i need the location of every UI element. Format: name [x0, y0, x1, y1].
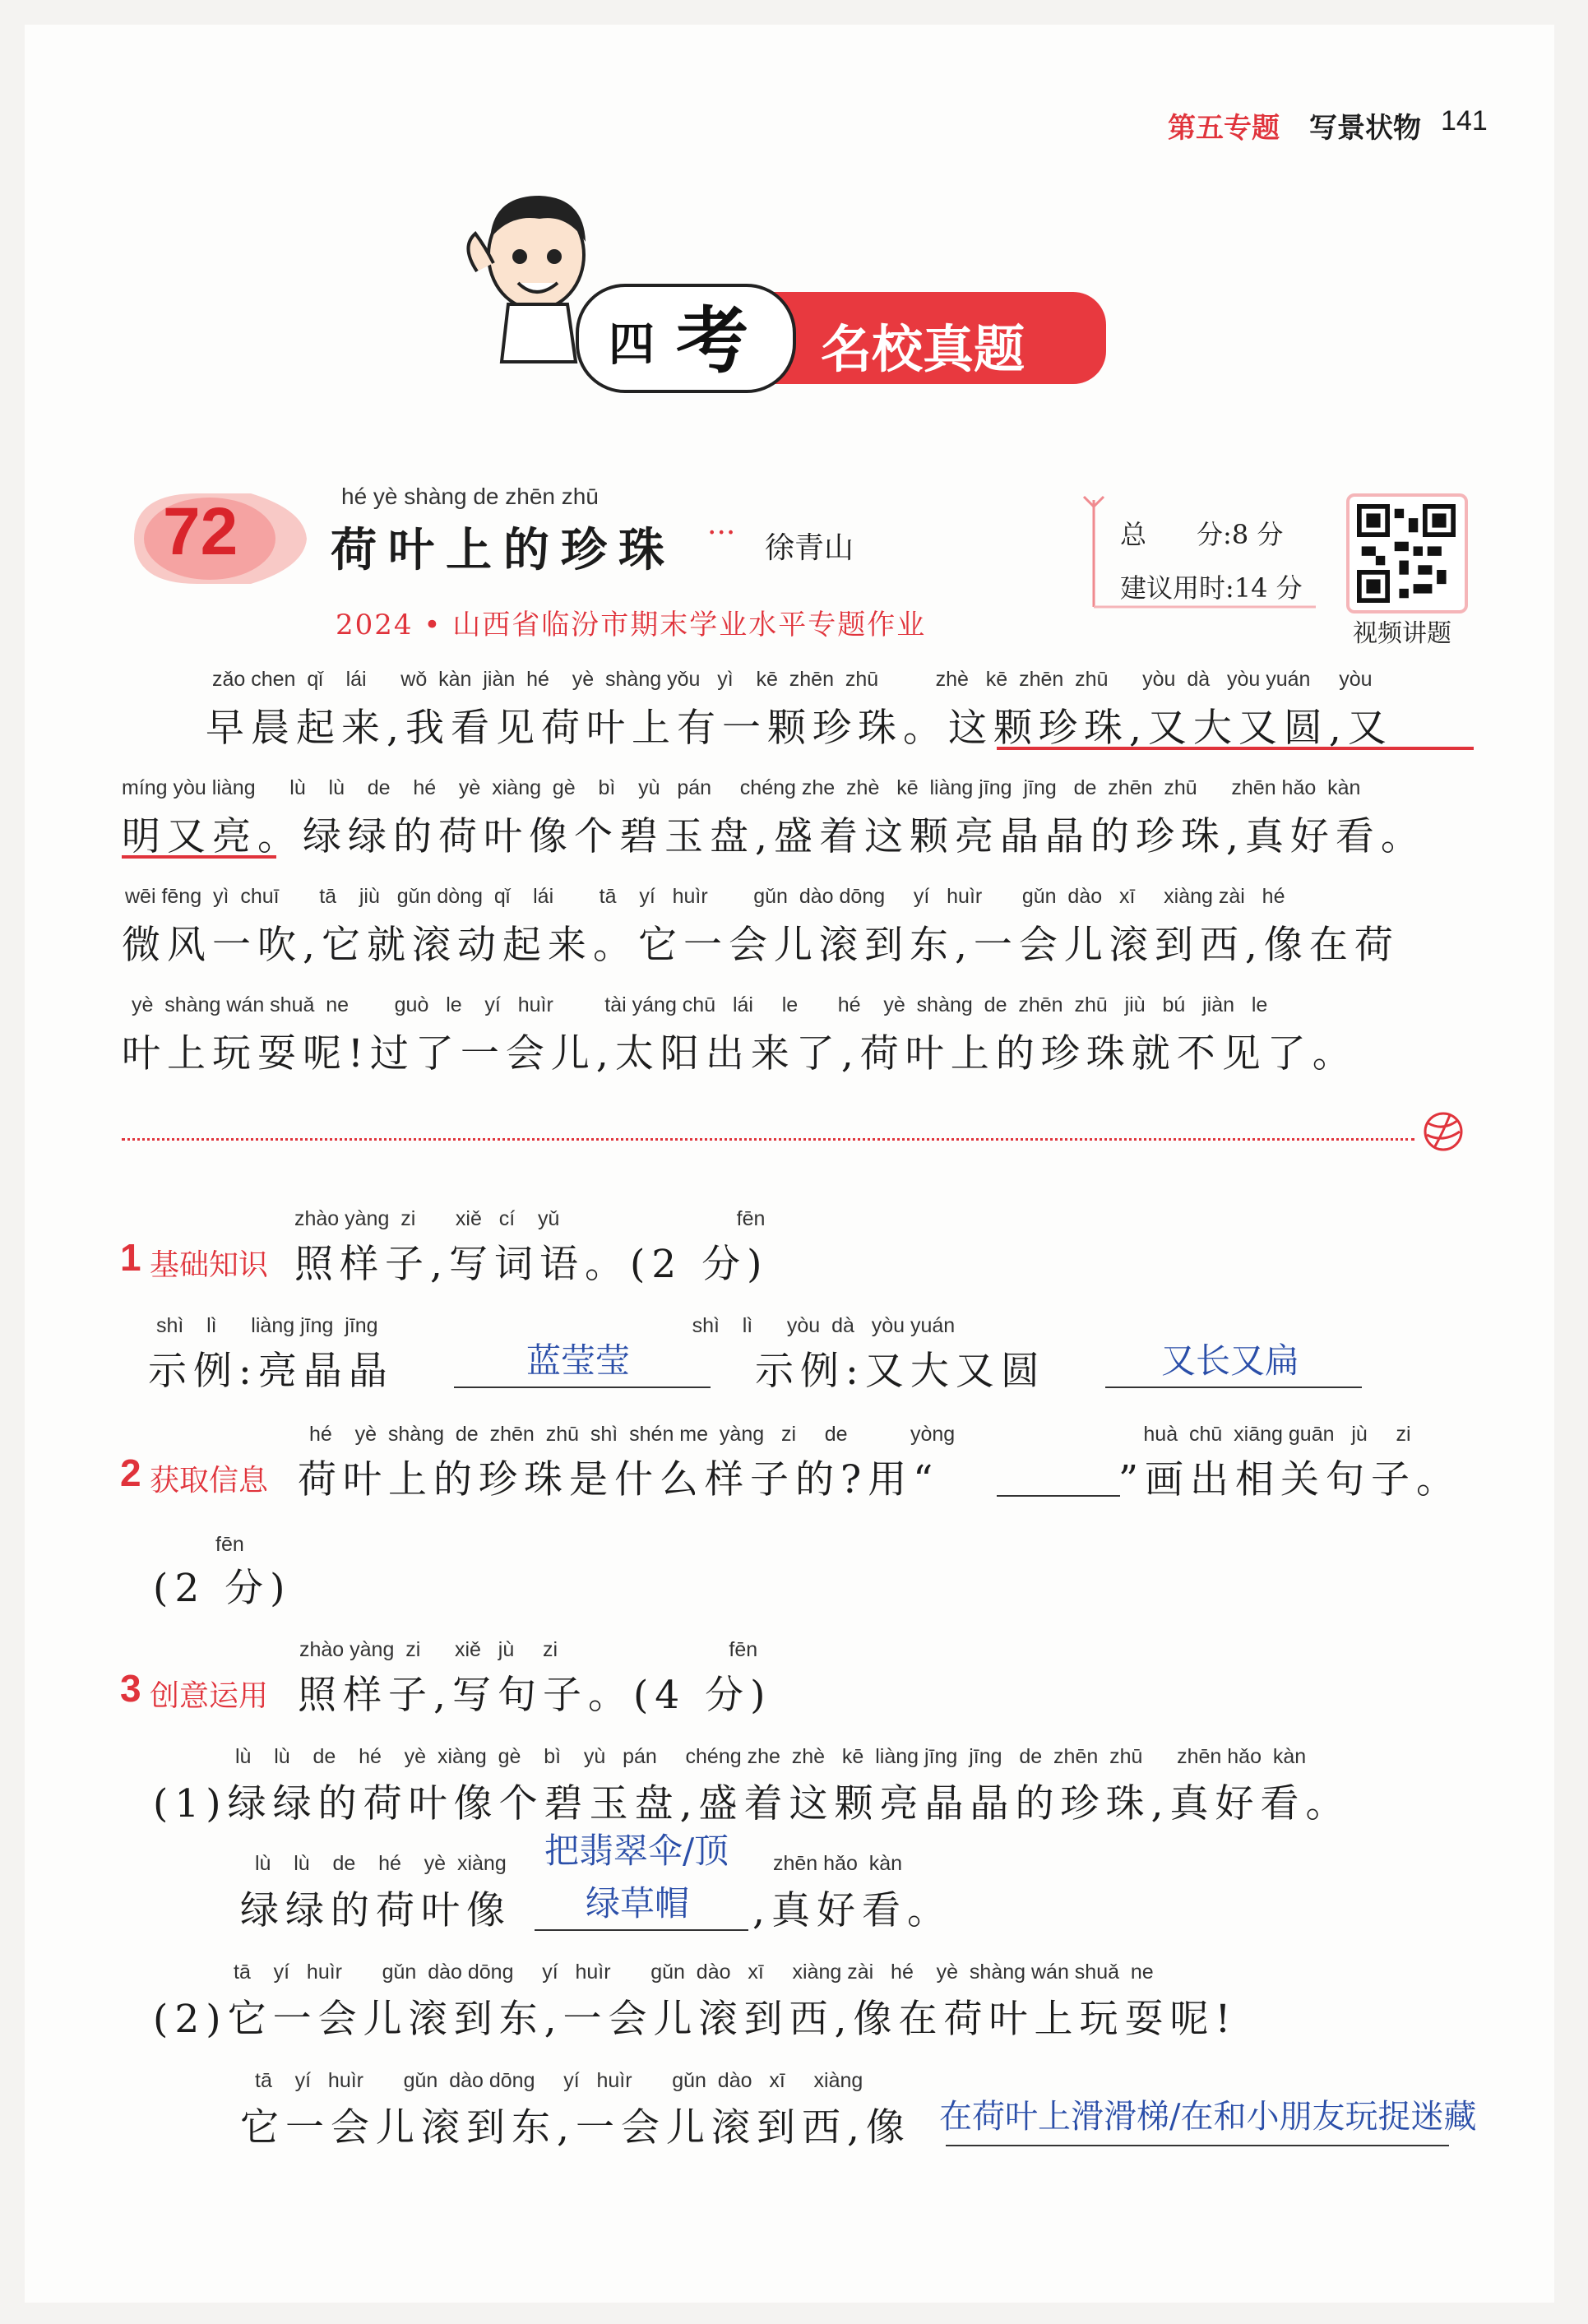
q3-blank-2[interactable] [946, 2145, 1449, 2146]
q1-answer-2[interactable]: 又长又扁 [1161, 1340, 1300, 1381]
yarn-ball-icon [1419, 1107, 1468, 1156]
q3-answer-2[interactable]: 在荷叶上滑滑梯/在和小朋友玩捉迷藏 [939, 2098, 1477, 2136]
q1-example-pinyin: shì lì liàng jīng jīng shì lì yòu dà yòu yuán [156, 1314, 956, 1337]
q3-text: 照样子,写句子。(4 分) [298, 1673, 772, 1718]
lesson-title-pinyin: hé yè shàng de zhēn zhū [341, 484, 599, 509]
q3-blank-1[interactable] [535, 1929, 748, 1931]
underline-answer-1 [997, 747, 1474, 750]
lesson-title: 荷叶上的珍珠 [331, 524, 676, 577]
q1-answer-1[interactable]: 蓝莹莹 [526, 1340, 631, 1381]
banner-si: 四 [609, 318, 655, 372]
header-topic: 写景状物 [1309, 112, 1421, 145]
score-total: 总 分:8 分 [1120, 519, 1284, 550]
qr-code-icon [1357, 504, 1456, 603]
passage-line-1: 早晨起来,我看见荷叶上有一颗珍珠。这颗珍珠,又大又圆,又 [206, 706, 1393, 751]
q3-s1b-text-a: 绿绿的荷叶像 [240, 1888, 512, 1933]
q3-sentence-2: (2)它一会儿滚到东,一会儿滚到西,像在荷叶上玩耍呢! [153, 1997, 1238, 2042]
q2-pinyin: hé yè shàng de zhēn zhū shì shén me yàng zi de yòng huà chū xiāng guān jù zi [309, 1423, 1411, 1446]
q3-answer-1[interactable]: 绿草帽 [586, 1883, 690, 1924]
q1-blank-1[interactable] [454, 1387, 711, 1388]
passage-line-2: 明又亮。绿绿的荷叶像个碧玉盘,盛着这颗亮晶晶的珍珠,真好看。 [122, 814, 1426, 859]
q2-text-2: (2 分) [153, 1566, 292, 1611]
q3-s1b-pinyin-2: zhēn hǎo kàn [773, 1852, 903, 1875]
q1-blank-2[interactable] [1105, 1387, 1362, 1388]
passage-line-4: 叶上玩耍呢!过了一会儿,太阳出来了,荷叶上的珍珠就不见了。 [122, 1031, 1358, 1076]
q1-example-2: 示例:又大又圆 [755, 1349, 1046, 1394]
lesson-number: 72 [163, 494, 238, 569]
q3-s1b-pinyin: lù lù de hé yè xiàng [255, 1852, 507, 1875]
banner-kao: 考 [676, 298, 749, 383]
q1-text: 照样子,写词语。(2 分) [294, 1242, 769, 1287]
q2-text-b: ”画出相关句子。 [1118, 1457, 1462, 1502]
passage-line-2-pinyin: míng yòu liàng lù lù de hé yè xiàng gè bì yù pán chéng zhe zhè kē liàng jīng jīng de zhēn zhū zhēn hǎo kàn [122, 776, 1361, 799]
header-section: 第五专题 [1168, 112, 1280, 145]
q3-answer-1-alt[interactable]: 把翡翠伞/顶 [544, 1831, 729, 1871]
q1-number: 1 [120, 1236, 141, 1279]
passage-line-1-pinyin: zǎo chen qǐ lái wǒ kàn jiàn hé yè shàng yǒu yì kē zhēn zhū zhè kē zhēn zhū yòu dà yòu yuán yòu [212, 668, 1373, 691]
q2-text-a: 荷叶上的珍珠是什么样子的?用“ [298, 1457, 940, 1502]
q3-number: 3 [120, 1667, 141, 1710]
qr-code-frame[interactable] [1346, 493, 1468, 613]
q3-s1-pinyin: lù lù de hé yè xiàng gè bì yù pán chéng zhe zhè kē liàng jīng jīng de zhēn zhū zhēn hǎo kàn [235, 1745, 1307, 1768]
q1-tag: 基础知识 [150, 1248, 269, 1282]
q1-pinyin: zhào yàng zi xiě cí yǔ fēn [294, 1207, 766, 1230]
q3-s2b-pinyin: tā yí huìr gǔn dào dōng yí huìr gǔn dào xī xiàng [255, 2069, 863, 2092]
video-label[interactable]: 视频讲题 [1353, 619, 1451, 648]
q3-s1b-text-b: ,真好看。 [752, 1888, 952, 1933]
q1-example-1: 示例:亮晶晶 [148, 1349, 394, 1394]
q2-tag: 获取信息 [150, 1464, 269, 1498]
dotted-divider [122, 1138, 1414, 1141]
q2-underline-sample [997, 1495, 1120, 1497]
source-line: 2024 • 山西省临汾市期末学业水平专题作业 [336, 609, 927, 641]
q3-s2-pinyin: tā yí huìr gǔn dào dōng yí huìr gǔn dào xī xiàng zài hé yè shàng wán shuǎ ne [234, 1961, 1154, 1984]
q3-tag: 创意运用 [150, 1679, 269, 1713]
author: 徐青山 [765, 531, 854, 565]
q3-s2b-text: 它一会儿滚到东,一会儿滚到西,像 [240, 2105, 911, 2150]
passage-line-3-pinyin: wēi fēng yì chuī tā jiù gǔn dòng qǐ lái tā yí huìr gǔn dào dōng yí huìr gǔn dào xī xiàng zài hé [125, 885, 1285, 908]
q2-number: 2 [120, 1451, 141, 1494]
q3-pinyin: zhào yàng zi xiě jù zi fēn [299, 1638, 758, 1661]
passage-line-4-pinyin: yè shàng wán shuǎ ne guò le yí huìr tài yáng chū lái le hé yè shàng de zhēn zhū jiù bú jiàn le [132, 993, 1268, 1016]
q2-pinyin-2: fēn [215, 1533, 244, 1556]
header-page-number: 141 [1441, 105, 1488, 137]
underline-answer-2 [122, 855, 276, 859]
q3-sentence-1: (1)绿绿的荷叶像个碧玉盘,盛着这颗亮晶晶的珍珠,真好看。 [153, 1781, 1351, 1826]
author-dots: ··· [707, 516, 736, 550]
passage-line-3: 微风一吹,它就滚动起来。它一会儿滚到东,一会儿滚到西,像在荷 [122, 923, 1400, 968]
suggested-time: 建议用时:14 分 [1120, 572, 1303, 604]
banner-label: 名校真题 [821, 319, 1025, 379]
